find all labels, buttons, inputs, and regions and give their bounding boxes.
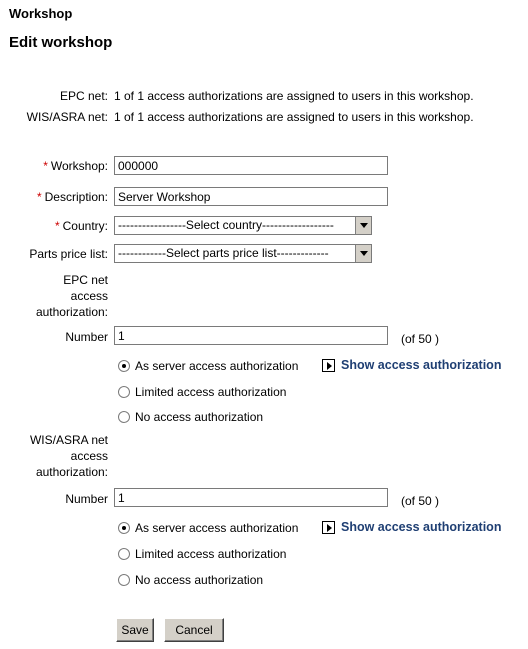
epc-option-none[interactable]: No access authorization	[118, 410, 263, 424]
workshop-input[interactable]	[114, 156, 388, 175]
epc-option-server[interactable]: As server access authorization	[118, 359, 298, 373]
app-title: Workshop	[9, 6, 73, 21]
wis-show-access-authorization-link[interactable]: Show access authorization	[322, 520, 501, 534]
description-label: * Description:	[36, 190, 108, 204]
wis-option-server[interactable]: As server access authorization	[118, 521, 298, 535]
wis-section-label-line2: access	[70, 449, 108, 463]
country-select[interactable]	[114, 216, 372, 235]
epc-option-limited[interactable]: Limited access authorization	[118, 385, 286, 399]
wis-net-info-text: 1 of 1 access authorizations are assigned to users in this workshop.	[114, 110, 474, 124]
play-arrow-icon	[322, 521, 335, 534]
epc-section-label-line3: authorization:	[35, 305, 108, 319]
chevron-down-icon[interactable]	[355, 217, 371, 234]
radio-unselected[interactable]	[118, 386, 130, 398]
chevron-down-icon[interactable]	[355, 245, 371, 262]
wis-net-info-label: WIS/ASRA net:	[26, 110, 108, 124]
workshop-label: * Workshop:	[43, 159, 108, 173]
epc-net-info-label: EPC net:	[59, 89, 108, 103]
page-title: Edit workshop	[9, 34, 113, 51]
epc-show-access-authorization-link[interactable]: Show access authorization	[322, 358, 501, 372]
country-selected-value: -----------------Select country------------------	[118, 218, 334, 232]
wis-of-total: (of 50 )	[401, 494, 440, 508]
parts-price-list-label: Parts price list:	[29, 247, 108, 261]
radio-selected[interactable]	[118, 360, 130, 372]
parts-price-list-selected-value: ------------Select parts price list-------------	[118, 246, 329, 260]
epc-section-label-line2: access	[70, 289, 108, 303]
epc-net-info-text: 1 of 1 access authorizations are assigned to users in this workshop.	[114, 89, 474, 103]
radio-unselected[interactable]	[118, 574, 130, 586]
description-input[interactable]	[114, 187, 388, 206]
required-marker: *	[43, 159, 48, 173]
wis-option-limited[interactable]: Limited access authorization	[118, 547, 286, 561]
parts-price-list-select[interactable]	[114, 244, 372, 263]
wis-option-none[interactable]: No access authorization	[118, 573, 263, 587]
radio-unselected[interactable]	[118, 548, 130, 560]
radio-unselected[interactable]	[118, 411, 130, 423]
wis-number-input[interactable]	[114, 488, 388, 507]
epc-number-label: Number	[65, 330, 108, 344]
radio-selected[interactable]	[118, 522, 130, 534]
wis-section-label-line1: WIS/ASRA net	[29, 433, 108, 447]
wis-number-label: Number	[65, 492, 108, 506]
epc-number-input[interactable]	[114, 326, 388, 345]
save-button[interactable]: Save	[116, 618, 154, 642]
epc-of-total: (of 50 )	[401, 332, 440, 346]
required-marker: *	[54, 219, 60, 233]
wis-section-label-line3: authorization:	[35, 465, 108, 479]
play-arrow-icon	[322, 359, 335, 372]
required-marker: *	[36, 190, 42, 204]
cancel-button[interactable]: Cancel	[164, 618, 224, 642]
country-label: * Country:	[54, 219, 108, 233]
epc-section-label-line1: EPC net	[63, 273, 108, 287]
